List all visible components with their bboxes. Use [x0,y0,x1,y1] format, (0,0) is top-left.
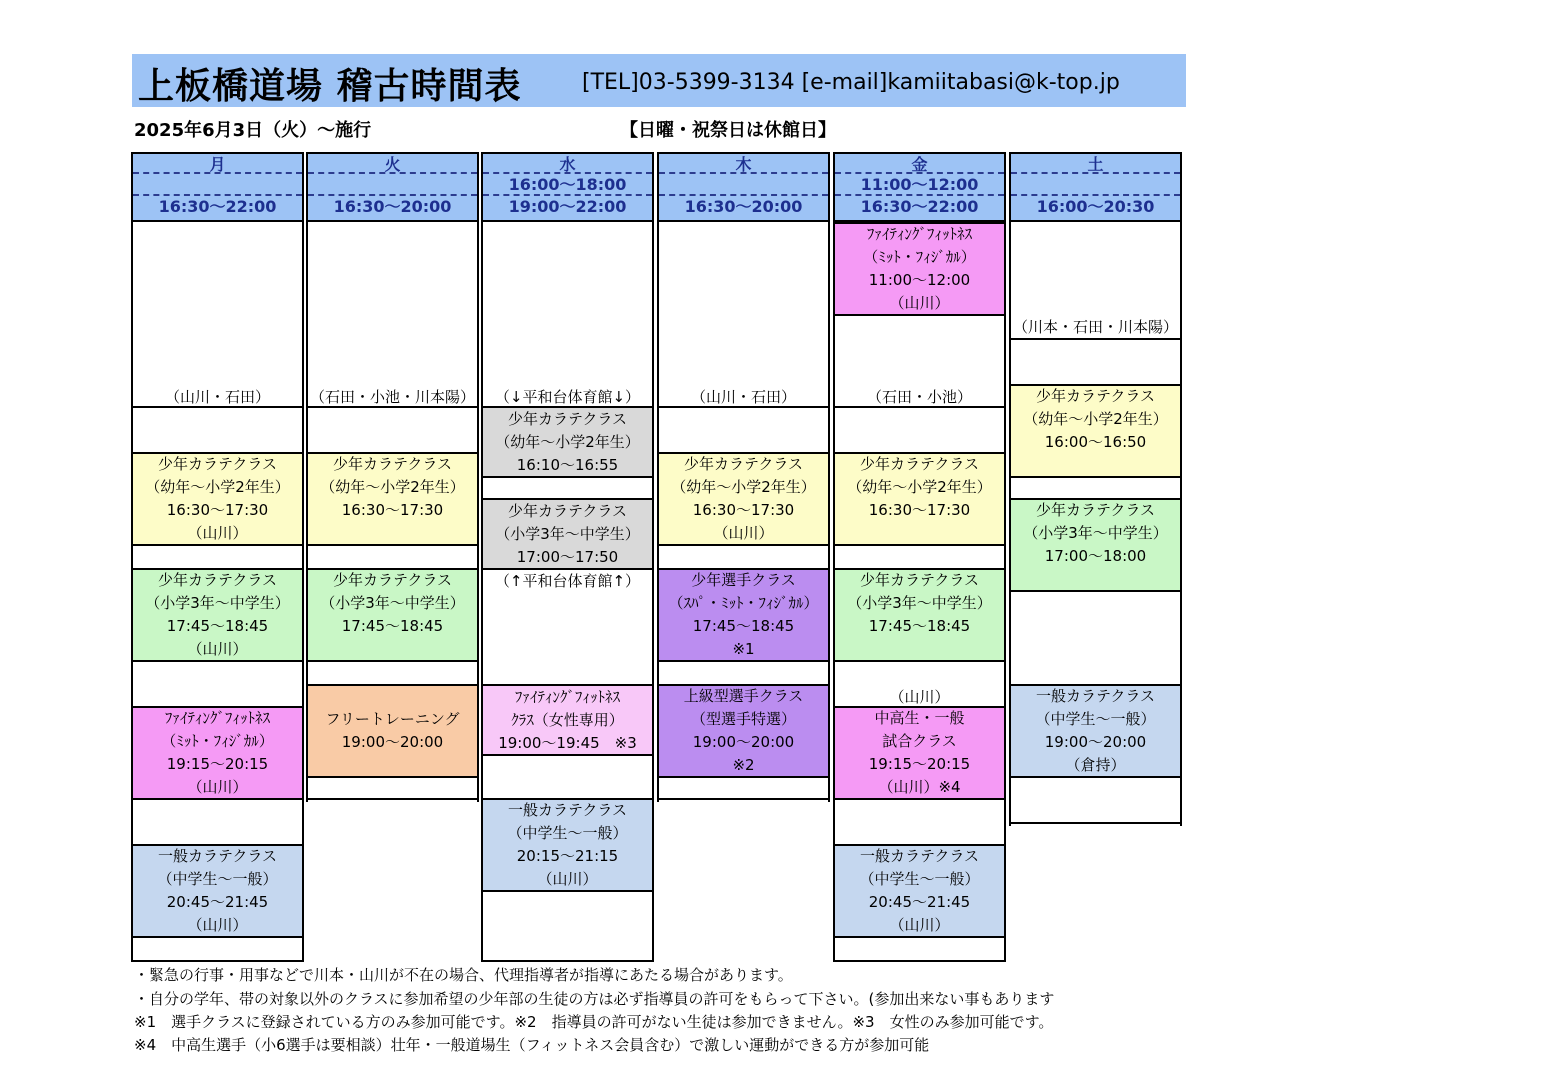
class-block: 少年カラテクラス （幼年～小学2年生） 16:10～16:55 [483,406,652,478]
column-tuesday [306,152,479,802]
footnote: ※4 中高生選手（小6選手は要相談）壮年・一般道場生（フィットネス会員含む）で激しい運動ができる方が参加可能 [134,1036,930,1054]
footnote: ・緊急の行事・用事などで川本・山川が不在の場合、代理指導者が指導にあたる場合があります。 [134,966,793,984]
effective-date: 2025年6月3日（火）～施行 [134,120,372,141]
staff-note: （川本・石田・川本陽） [1012,318,1178,336]
closed-notice: 【日曜・祝祭日は休館日】 [620,120,836,141]
class-block: ﾌｧｲﾃｨﾝｸﾞﾌｨｯﾄﾈｽ （ﾐｯﾄ・ﾌｨｼﾞｶﾙ） 11:00～12:00 （山川） [835,222,1004,316]
footnote: ※1 選手クラスに登録されている方のみ参加可能です。※2 指導員の許可がない生徒は参加できません。※3 女性のみ参加可能です。 [134,1013,1054,1031]
day-time-1 [308,174,477,196]
page-title: 上板橋道場 稽古時間表 [138,66,522,107]
class-block: 少年カラテクラス （幼年～小学2年生） 16:30～17:30 （山川） [133,452,302,546]
class-block: 一般カラテクラス （中学生～一般） 20:45～21:45 （山川） [133,844,302,938]
class-block: フリートレーニング 19:00～20:00 [308,684,477,778]
class-block: 一般カラテクラス （中学生～一般） 20:15～21:15 （山川） [483,798,652,892]
day-name: 水 [483,152,652,174]
class-block: ﾌｧｲﾃｨﾝｸﾞﾌｨｯﾄﾈｽ （ﾐｯﾄ・ﾌｨｼﾞｶﾙ） 19:15～20:15 （山川） [133,706,302,800]
staff-note: （石田・小池） [866,388,972,406]
staff-note: （↓平和台体育館↓） [494,388,641,406]
staff-note: （山川・石田） [164,388,270,406]
class-block: 少年カラテクラス （小学3年～中学生） 17:00～18:00 [1011,498,1180,592]
class-block: 上級型選手クラス （型選手特選） 19:00～20:00 ※2 [659,684,828,778]
day-name: 金 [835,152,1004,174]
column-friday [833,152,1006,962]
day-time-1: 11:00～12:00 [835,174,1004,196]
class-block: 少年選手クラス （ｽﾊﾟ・ﾐｯﾄ・ﾌｨｼﾞｶﾙ） 17:45～18:45 ※1 [659,568,828,662]
class-block: ﾌｧｲﾃｨﾝｸﾞﾌｨｯﾄﾈｽ ｸﾗｽ（女性専用） 19:00～19:45 ※3 [483,684,652,756]
class-block: 少年カラテクラス （小学3年～中学生） 17:00～17:50 [483,498,652,570]
day-name: 木 [659,152,828,174]
day-time-2: 16:30～22:00 [835,196,1004,222]
day-time-2: 16:30～22:00 [133,196,302,222]
day-time-1 [1011,174,1180,196]
column-thursday [657,152,830,802]
class-block: 少年カラテクラス （幼年～小学2年生） 16:00～16:50 [1011,384,1180,478]
class-block: 少年カラテクラス （幼年～小学2年生） 16:30～17:30 （山川） [659,452,828,546]
column-monday [131,152,304,962]
class-block: 一般カラテクラス （中学生～一般） 20:45～21:45 （山川） [835,844,1004,938]
column-saturday [1009,152,1182,826]
day-time-1 [133,174,302,196]
class-block: 少年カラテクラス （小学3年～中学生） 17:45～18:45 [835,568,1004,662]
day-time-2: 16:30～20:00 [308,196,477,222]
staff-note: （山川・石田） [690,388,796,406]
class-block: 少年カラテクラス （小学3年～中学生） 17:45～18:45 [308,568,477,662]
venue-note: （↑平和台体育館↑） [494,572,641,590]
class-block: 少年カラテクラス （幼年～小学2年生） 16:30～17:30 [835,452,1004,546]
day-time-1: 16:00～18:00 [483,174,652,196]
instructor-note: （山川） [889,688,950,706]
day-time-1 [659,174,828,196]
class-block: 一般カラテクラス （中学生～一般） 19:00～20:00 （倉持） [1011,684,1180,778]
day-time-2: 19:00～22:00 [483,196,652,222]
staff-note: （石田・小池・川本陽） [309,388,475,406]
title-bar [132,54,1186,107]
column-wednesday [481,152,654,962]
contact-info: [TEL]03-5399-3134 [e-mail]kamiitabasi@k-top.jp [582,70,1120,95]
day-time-2: 16:00～20:30 [1011,196,1180,222]
class-block: 少年カラテクラス （小学3年～中学生） 17:45～18:45 （山川） [133,568,302,662]
day-name: 火 [308,152,477,174]
day-time-2: 16:30～20:00 [659,196,828,222]
day-name: 月 [133,152,302,174]
footnote: ・自分の学年、帯の対象以外のクラスに参加希望の少年部の生徒の方は必ず指導員の許可をもらって下さい。(参加出来ない事もあります [134,990,1055,1008]
class-block: 中高生・一般 試合クラス 19:15～20:15 （山川）※4 [835,706,1004,800]
class-block: 少年カラテクラス （幼年～小学2年生） 16:30～17:30 [308,452,477,546]
day-name: 土 [1011,152,1180,174]
